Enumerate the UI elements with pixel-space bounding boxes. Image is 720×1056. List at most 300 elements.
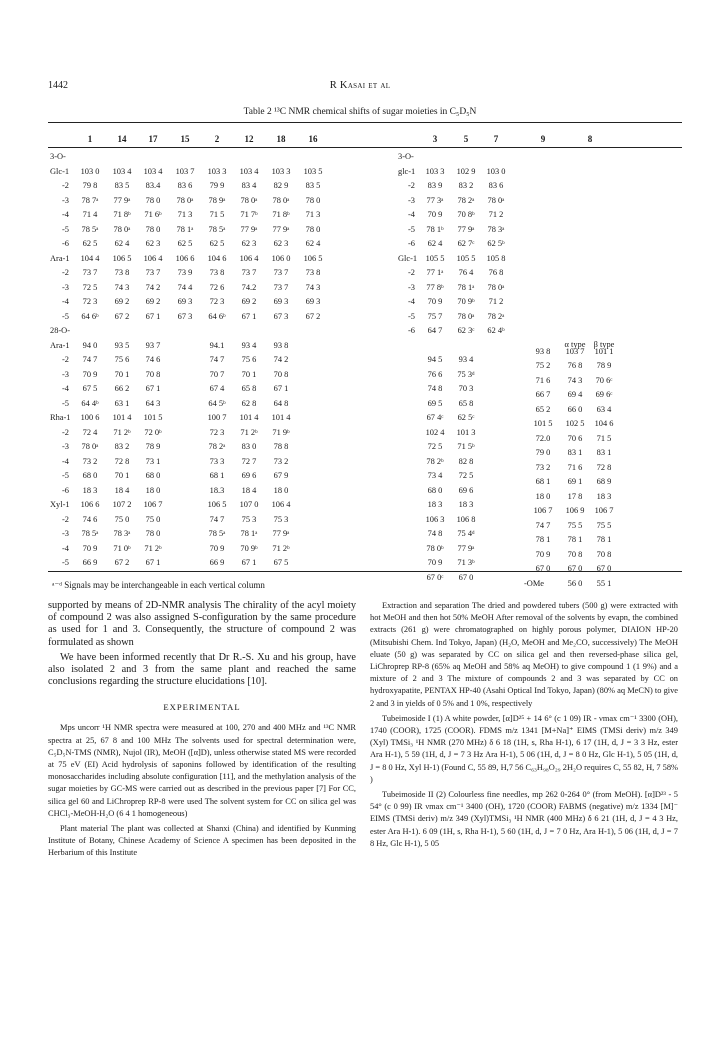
table-cell: 18.3: [209, 485, 225, 495]
table-cell: 73 7: [82, 268, 98, 277]
table-cell: 78 9: [596, 361, 612, 370]
table-cell: 18 3: [427, 500, 443, 509]
table-cell: 75 5: [567, 520, 583, 530]
table-cell: 101 4: [239, 413, 259, 422]
row-label: -4: [62, 297, 69, 306]
table-cell: 72 5: [427, 442, 443, 451]
table-cell: 18 0: [145, 485, 161, 495]
table-cell: 65 2: [535, 404, 551, 414]
table-cell: 62 7ᶜ: [457, 239, 475, 248]
table-cell: 68 9: [596, 477, 612, 486]
table-cell: 18 3: [596, 491, 612, 501]
table-cell: 74 7: [209, 355, 225, 364]
row-label: 3-O-: [50, 152, 66, 161]
row-label: -3: [62, 369, 69, 379]
table-cell: 106 5: [112, 253, 132, 263]
row-label: -2: [408, 181, 415, 190]
row-label: -OMe: [524, 578, 545, 588]
column-header: 5: [463, 134, 469, 144]
table-cell: 75 5: [596, 520, 612, 530]
table-cell: 67 4: [209, 384, 225, 393]
table-cell: 94.1: [209, 340, 225, 350]
table-caption: Table 2 ¹³C NMR chemical shifts of sugar moieties in C₅D₅N: [243, 107, 477, 117]
table-cell: 74 3: [114, 282, 130, 292]
table-cell: 75 4ᵈ: [457, 529, 475, 538]
row-label: -3: [62, 195, 69, 205]
table-cell: 103 5: [303, 166, 323, 176]
row-label: -5: [62, 311, 69, 321]
table-cell: 78 0ᵇ: [426, 543, 444, 553]
row-label: -3: [62, 442, 69, 451]
table-cell: 78 9ᵃ: [208, 195, 226, 205]
table-cell: 106 6: [175, 253, 195, 263]
table-cell: 83 6: [488, 181, 504, 190]
table-cell: 67 0: [596, 564, 612, 573]
table-cell: 74 7: [82, 355, 98, 364]
table-cell: 103 3: [271, 166, 291, 176]
table-cell: 73 3: [209, 456, 225, 466]
table-cell: 83 5: [114, 181, 130, 190]
table-cell: 71 5: [209, 210, 225, 219]
table-cell: 72 5: [82, 282, 98, 292]
table-cell: 62 8: [241, 398, 257, 408]
table-cell: 62 4: [427, 239, 443, 248]
table-cell: 73 7: [273, 268, 289, 277]
table-cell: 70 8: [596, 549, 612, 559]
table-cell: 71 2ᵇ: [144, 543, 162, 553]
table-cell: 78 1ᵃ: [457, 282, 475, 292]
paragraph: Plant material The plant was collected at Shanxi (China) and identified by Kunming Institute of Botany, Chinese Academy of Science A specimen has been deposited in the Herbarium of this Institute: [48, 824, 356, 858]
table-cell: 74 7: [535, 520, 551, 530]
table-cell: 103 3: [425, 166, 445, 176]
table-cell: 69 3: [177, 297, 193, 306]
table-cell: 71 7ᵇ: [240, 210, 258, 219]
table-cell: 73 8: [305, 268, 321, 277]
table-cell: 62 4: [114, 239, 130, 248]
table-cell: 76 4: [458, 268, 474, 277]
table-cell: 70 1: [241, 369, 257, 379]
table-cell: 75 0: [114, 514, 130, 524]
table-cell: 94 5: [427, 355, 443, 364]
table-cell: 107 0: [239, 500, 259, 509]
table-cell: 74 4: [177, 282, 193, 292]
table-cell: 67 9: [273, 471, 289, 480]
table-cell: 75 3: [241, 514, 257, 524]
table-cell: 83 5: [305, 181, 321, 190]
table-cell: 62 3ᶜ: [457, 326, 475, 335]
table-cell: 71 2ᵇ: [272, 543, 290, 553]
row-label: -2: [62, 355, 69, 364]
table-cell: 70 9: [427, 297, 443, 306]
table-cell: 78 2ᵃ: [487, 311, 505, 321]
table-cell: 101 5: [533, 419, 553, 428]
table-cell: 102 9: [456, 166, 476, 176]
table-cell: 78 1ᵃ: [240, 529, 258, 538]
row-label: -5: [408, 224, 415, 234]
table-cell: 83 4: [241, 181, 257, 190]
table-cell: 56 0: [567, 578, 583, 588]
table-cell: 79 0: [535, 448, 551, 457]
table-cell: 103 0: [486, 166, 506, 176]
table-cell: 75 6: [241, 355, 257, 364]
paragraph: Tubeimoside II (2) Colourless fine needles, mp 262 0-264 0° (from MeOH). [α]D²³ - 5 54° (c 0 99) IR νmax cm⁻¹ 3400 (OH), 1720 (COOR) FABMS (negative) m/z 1334 [M]⁻ EIMS (TMSi deriv) m/z 349 (Xyl)TMSi₃ ¹H NMR (400 MHz) δ 6 21 (1H, d, J = 4 3 Hz, ester Ara H-1). 6 09 (1H, s, Rha H-1), 5 60 (1H, d, J = 7 0 Hz, Ara H-1), 5 06 (1H, d, J = 7 8 Hz, Glc H-1), 5 05: [370, 790, 678, 848]
table-cell: 78 0: [145, 224, 161, 234]
table-cell: 67 0: [535, 564, 551, 573]
table-cell: 73 2: [82, 456, 98, 466]
table-cell: 65 8: [458, 398, 474, 408]
table-cell: 66 9: [82, 558, 98, 567]
row-label: -4: [408, 297, 415, 306]
table-cell: 78 0: [305, 195, 321, 205]
table-cell: 67 0ᶜ: [426, 572, 444, 582]
table-cell: 78 0ᵃ: [487, 195, 505, 205]
table-cell: 63 4: [596, 404, 612, 414]
table-cell: 78 0ᵃ: [487, 282, 505, 292]
table-cell: 67 2: [114, 558, 130, 567]
table-cell: 75 7: [427, 311, 443, 321]
row-label: -2: [62, 427, 69, 437]
table-cell: 69 6: [241, 471, 257, 480]
table-cell: 78 3ᵃ: [113, 529, 131, 538]
column-header: 7: [493, 134, 499, 144]
table-cell: 100 6: [80, 413, 100, 422]
table-cell: 77 9ᵃ: [457, 543, 475, 553]
table-cell: 93 8: [273, 340, 289, 350]
paragraph: Tubeimoside I (1) A white powder, [α]D²⁵ + 14 6° (c 1 09) IR - νmax cm⁻¹ 3300 (OH), 1740 (COOR), 1725 (COOR). FDMS m/z 1341 [M+Na]⁺ EIMS (TMSi deriv) m/z 349 (Xyl) TMSi₃ ¹H NMR (270 MHz) δ 6 18 (1H, s, Rha H-1), 6 17 (1H, d, J = 3 3 Hz, ester Ara H-1), 5 59 (1H, d, J = 7 3 Hz Ara H-1), 5 06 (1H, d, J = 8 0 Hz, Glc H-1), 5 05 (1H, d, J = 8 0 Hz, Xyl H-1) (Found C, 55 89, H,7 56 C₆₃H₉₈O₂₉ 2H₂O requires C, 55 82, H, 7 58% ): [370, 713, 678, 784]
table-cell: 72 3: [209, 427, 225, 437]
table-cell: 77 9ᵃ: [272, 224, 290, 234]
paragraph: supported by means of 2D-NMR analysis The chirality of the acyl moiety of compound 2 was also assigned S-configuration by the same procedure as used for 1 and 3. Consequently, the structure of compound 2 was formulated as shown: [48, 600, 356, 648]
table-cell: 73 1: [145, 456, 161, 466]
table-cell: 67 3: [273, 311, 289, 321]
table-cell: 77 1ᵃ: [426, 268, 444, 277]
table-cell: 78 0ᵃ: [272, 195, 290, 205]
table-cell: 101 5: [143, 413, 163, 422]
table-cell: 71 3ᵇ: [457, 558, 475, 567]
table-cell: 78 1ᵇ: [426, 224, 444, 234]
table-cell: 102 5: [565, 419, 585, 428]
table-cell: 70 9: [427, 210, 443, 219]
table-cell: 74 7: [209, 514, 225, 524]
table-cell: 62 5: [177, 239, 193, 248]
table-cell: 67 1: [273, 384, 289, 393]
column-header: 15: [180, 134, 190, 144]
table-cell: 73 9: [177, 268, 193, 277]
row-label: -6: [408, 326, 415, 335]
row-label: Xyl-1: [50, 500, 70, 509]
row-label: -2: [62, 514, 69, 524]
table-cell: 64 6ᵇ: [81, 311, 99, 321]
table-cell: 103 4: [112, 166, 132, 176]
table-cell: 94 0: [82, 340, 98, 350]
table-cell: 68 1: [535, 477, 551, 486]
table-cell: 78 0: [145, 529, 161, 538]
table-cell: 75 3: [273, 514, 289, 524]
table-cell: 76 6: [427, 369, 443, 379]
table-cell: 65 8: [241, 384, 257, 393]
table-cell: 103 4: [143, 166, 163, 176]
table-cell: 83 2: [114, 442, 130, 451]
table-cell: 106 3: [425, 514, 445, 524]
table-cell: 106 6: [80, 500, 100, 509]
table-cell: 82 9: [273, 181, 289, 190]
table-cell: 78 1ᵃ: [176, 224, 194, 234]
table-cell: 71 8ᵇ: [272, 210, 290, 219]
row-label: -4: [62, 384, 69, 393]
table-cell: 78 5ᵃ: [81, 529, 99, 538]
row-label: -5: [62, 471, 69, 480]
table-cell: 101 4: [271, 413, 291, 422]
table-cell: 69 2: [114, 297, 130, 306]
table-cell: 77 9ᵃ: [272, 529, 290, 538]
table-cell: 77 3ᵃ: [426, 195, 444, 205]
table-cell: 71 8ᵇ: [113, 210, 131, 219]
row-label: 3-O-: [398, 152, 414, 161]
table-cell: 70 9: [535, 549, 551, 559]
table-cell: 62 5ᶜ: [457, 413, 475, 422]
table-cell: 105 5: [425, 253, 445, 263]
table-cell: 67 5: [273, 558, 289, 567]
table-cell: 72 3: [82, 297, 98, 306]
table-cell: 68 1: [209, 471, 225, 480]
table-cell: 64 8: [273, 398, 289, 408]
right-text-column: [370, 600, 678, 853]
table-cell: 69 2: [145, 297, 161, 306]
table-cell: 77 9ᵃ: [113, 195, 131, 205]
table-cell: 68 0: [82, 471, 98, 480]
table-cell: 55 1: [596, 578, 612, 588]
table-cell: 64 7: [427, 326, 443, 335]
table-cell: 72 8: [596, 462, 612, 472]
table-cell: 78 1: [567, 535, 583, 544]
table-cell: 73 2: [535, 462, 551, 472]
table-cell: 67 3: [177, 311, 193, 321]
table-cell: 71 2ᵇ: [240, 427, 258, 437]
table-cell: 70 8: [567, 549, 583, 559]
table-cell: 72.0: [535, 433, 551, 443]
table-cell: 73 7: [241, 268, 257, 277]
table-cell: 62 3: [273, 239, 289, 248]
table-cell: 74.2: [241, 282, 257, 292]
table-cell: 77 9ᵃ: [240, 224, 258, 234]
table-cell: 66 9: [209, 558, 225, 567]
table-cell: 78 5ᵃ: [208, 224, 226, 234]
table-cell: 62 5: [82, 239, 98, 248]
table-cell: 67 0: [458, 572, 474, 582]
table-cell: 107 2: [112, 500, 132, 509]
table-cell: 79 8: [82, 181, 98, 190]
table-cell: 106 7: [594, 506, 614, 515]
table-cell: 83.4: [145, 181, 161, 190]
row-label: -5: [408, 311, 415, 321]
table-cell: 70 8: [273, 369, 289, 379]
row-label: -2: [408, 268, 415, 277]
table-cell: 70 6: [567, 433, 583, 443]
row-label: -4: [62, 456, 69, 466]
table-cell: 78 5ᵃ: [81, 224, 99, 234]
table-cell: 101 3: [456, 427, 476, 437]
table-cell: 72 3: [209, 297, 225, 306]
table-cell: 69 3: [273, 297, 289, 306]
table-cell: 101 4: [112, 413, 132, 422]
table-cell: 18 3: [82, 485, 98, 495]
table-cell: 69 1: [567, 477, 583, 486]
table-cell: 104 4: [80, 253, 100, 263]
table-cell: 75 2: [535, 361, 551, 370]
table-cell: 72 4: [82, 427, 98, 437]
table-cell: 71 0ᵇ: [113, 543, 131, 553]
table-top-rule: [48, 122, 682, 123]
table-cell: 82 8: [458, 456, 474, 466]
table-cell: 75 6: [114, 355, 130, 364]
table-cell: 70 9: [427, 558, 443, 567]
table-cell: 83 6: [177, 181, 193, 190]
table-cell: 73 7: [145, 268, 161, 277]
table-cell: 70 9: [82, 369, 98, 379]
table-cell: 67 5: [82, 384, 98, 393]
table-cell: 69 3: [305, 297, 321, 306]
table-cell: 106 4: [143, 253, 163, 263]
table-cell: 78 0ᵃ: [176, 195, 194, 205]
table-cell: 73 7: [273, 282, 289, 292]
table-cell: 66 2: [114, 384, 130, 393]
table-cell: 69 5: [427, 398, 443, 408]
table-cell: 67 1: [145, 311, 161, 321]
row-label: -6: [62, 485, 69, 495]
table-cell: 93 8: [535, 346, 551, 356]
table-cell: 93 4: [458, 355, 474, 364]
table-cell: 104 6: [594, 419, 614, 428]
table-cell: 18 0: [535, 491, 551, 501]
table-cell: 71 6: [567, 462, 583, 472]
row-label: glc-1: [398, 166, 416, 176]
row-label: 28-O-: [50, 326, 71, 335]
table-cell: 71 4: [82, 210, 98, 219]
column-header: 3: [432, 134, 438, 144]
table-cell: 64 4ᵇ: [81, 398, 99, 408]
row-label: -4: [62, 210, 69, 219]
table-cell: 68 0: [145, 471, 161, 480]
table-cell: 67 1: [241, 558, 257, 567]
table-cell: 105 8: [486, 253, 506, 263]
table-cell: 64 6ᵇ: [208, 311, 226, 321]
table-cell: 79 9: [209, 181, 225, 190]
table-cell: 78 0: [305, 224, 321, 234]
row-label: Rha-1: [50, 413, 71, 422]
paragraph: Mps uncorr ¹H NMR spectra were measured at 100, 270 and 400 MHz and ¹³C NMR spectra at 25, 67 8 and 100 MHz The solvents used for spectral determination were, C₅D₅N-TMS (NMR), Nujol (IR), MeOH ([α]D), unless otherwise stated MS were recorded at 75 eV (EI) Acid hydrolysis of saponins followed by identification of the resulting monosaccharides including absolute configuration [11], and the methylation analysis of the sugar moieties by GC-MS were carried out as described in the previous paper [7] For CC, silica gel 60 and LiChroprep RP-8 were used The solvent system for CC on silica gel was CHCl₃-MeOH-H₂O (6 4 1 homogeneous): [48, 723, 356, 818]
table-cell: 77 9ᵃ: [457, 224, 475, 234]
table-cell: 74 8: [427, 529, 443, 538]
table-cell: 73 8: [209, 268, 225, 277]
table-cell: 70 9: [209, 543, 225, 553]
row-label: -4: [408, 210, 415, 219]
row-label: -6: [62, 239, 69, 248]
table-cell: 64 3: [145, 398, 161, 408]
table-cell: 78 3ᵃ: [487, 224, 505, 234]
table-cell: 78 1: [535, 535, 551, 544]
row-label: Glc-1: [50, 166, 70, 176]
table-cell: 106 5: [207, 500, 227, 509]
table-cell: 70 8ᵇ: [457, 210, 475, 219]
table-cell: 76 8: [567, 361, 583, 370]
table-cell: 103 7: [565, 346, 585, 356]
table-cell: 63 1: [114, 398, 130, 408]
row-label: Ara-1: [50, 340, 70, 350]
table-cell: 78 7ᵃ: [81, 195, 99, 205]
table-cell: 73 4: [427, 471, 443, 480]
table-cell: 104 6: [207, 253, 227, 263]
table-cell: 66 7: [535, 390, 551, 399]
table-cell: 71 9ᵇ: [272, 427, 290, 437]
table-cell: 71 3: [177, 210, 193, 219]
row-label: -3: [62, 282, 69, 292]
table-cell: 78 8: [273, 442, 289, 451]
table-cell: 101 1: [594, 346, 614, 356]
table-cell: 78 5ᵃ: [208, 529, 226, 538]
column-header: 8: [587, 134, 593, 144]
table-cell: 70 9ᵇ: [457, 297, 475, 306]
table-cell: 67 1: [145, 558, 161, 567]
table-cell: 62 5: [209, 239, 225, 248]
column-header: 9: [540, 134, 546, 144]
paragraph: Extraction and separation The dried and powdered tubers (500 g) were extracted with hot MeOH and then hot 50% MeOH After removal of the solvents by evapn, the combined extracts (261 g) were chromatographed on highly porous polymer, DIAION HP-20 (Mitsubishi Chem. Ind Tokyo, Japan) (H₂O, MeOH and Me₂CO, successively) The MeOH eluate (50 g) was separated by CC on silica gel and then reversed-phase silica gel, LiChroprep RP-8 (65% aq MeOH and 58% aq MeOH) to give compound 1 (1 9%) and a mixture of 2 and 3 The mixture of compounds 2 and 3 was separated by CC on hydroxyapatite, PENTAX HP-40 (Asahi Optical Ind Tokyo, Japan) (80% aq MeCN) to give 2 and 3 in yields of 0 5% and 1 0%, respectively: [370, 601, 678, 708]
table-cell: 93 7: [145, 340, 161, 350]
table-cell: 72 5: [458, 471, 474, 480]
table-cell: 83 1: [596, 448, 612, 457]
table-cell: 67 1: [145, 384, 161, 393]
table-cell: 64 5ᵇ: [208, 398, 226, 408]
table-cell: 71 2ᵇ: [113, 427, 131, 437]
table-cell: 78 2ᵇ: [426, 456, 444, 466]
table-cell: 75 0: [145, 514, 161, 524]
table-cell: 72 0ᵇ: [144, 427, 162, 437]
table-cell: 106 4: [239, 253, 259, 263]
table-cell: 67 2: [305, 311, 321, 321]
table-cell: 74 2: [145, 282, 161, 292]
row-label: -3: [408, 195, 415, 205]
table-cell: 71 2: [488, 297, 504, 306]
subheader-alpha: α type: [564, 339, 586, 349]
table-cell: 78 2ᵃ: [457, 195, 475, 205]
table-header-rule: [48, 147, 682, 148]
table-cell: 106 4: [271, 500, 291, 509]
table-cell: 67 0: [567, 564, 583, 573]
row-label: -6: [408, 239, 415, 248]
column-header: 12: [244, 134, 254, 144]
table-cell: 78 9: [145, 442, 161, 451]
page-number: 1442: [48, 80, 68, 91]
table-cell: 106 5: [303, 253, 323, 263]
row-label: -2: [62, 181, 69, 190]
table-cell: 62 3: [145, 239, 161, 248]
table-cell: 76 8: [488, 268, 504, 277]
column-header: 17: [148, 134, 158, 144]
table-cell: 18 0: [273, 485, 289, 495]
row-label: -3: [408, 282, 415, 292]
row-label: -3: [62, 529, 69, 538]
table-cell: 67 1: [241, 311, 257, 321]
row-label: Ara-1: [50, 253, 70, 263]
table-cell: 72 6: [209, 282, 225, 292]
table-cell: 74 2: [273, 355, 289, 364]
table-cell: 69 4: [567, 390, 583, 399]
table-cell: 62 4: [305, 239, 321, 248]
table-cell: 71 2: [488, 210, 504, 219]
table-cell: 68 0: [427, 485, 443, 495]
section-title: EXPERIMENTAL: [163, 702, 241, 713]
running-head: R Kasai et al: [329, 80, 391, 91]
column-header: 16: [308, 134, 318, 144]
